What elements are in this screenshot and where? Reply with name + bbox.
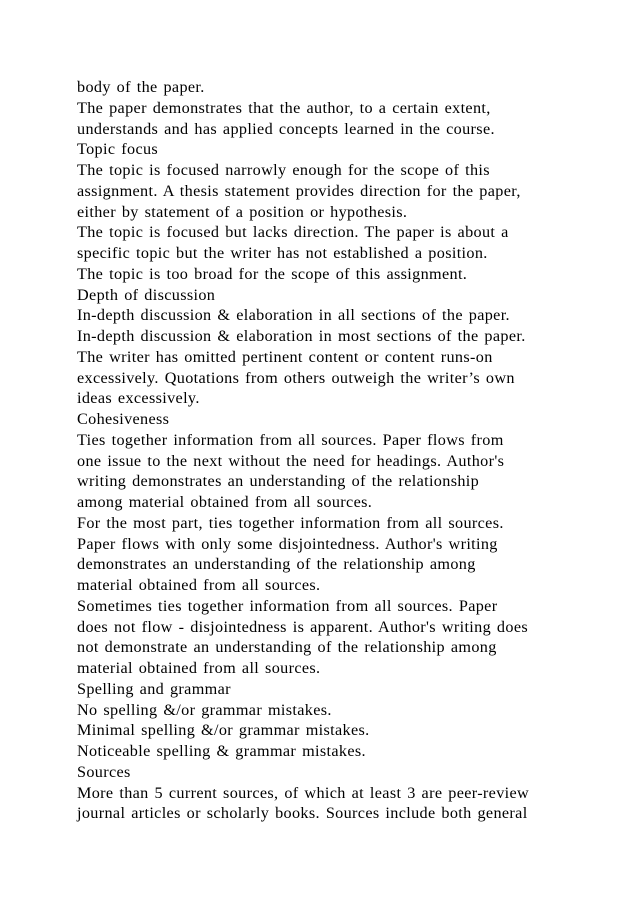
text-line: one issue to the next without the need for headings. Author's bbox=[77, 451, 505, 470]
text-line: material obtained from all sources. bbox=[77, 659, 321, 677]
text-line: writing demonstrates an understanding of the relationship bbox=[77, 472, 480, 491]
text-line: For the most part, ties together information from all sources. bbox=[77, 513, 504, 532]
text-line: Paper flows with only some disjointedness. Author's writing bbox=[77, 534, 498, 553]
text-line: does not flow - disjointedness is apparent. Author's writing does bbox=[77, 617, 528, 636]
text-line: among material obtained from all sources. bbox=[77, 493, 373, 511]
text-line: Minimal spelling &/or grammar mistakes. bbox=[77, 721, 370, 740]
text-line: understands and has applied concepts learned in the course. bbox=[77, 119, 495, 138]
text-line: either by statement of a position or hypothesis. bbox=[77, 202, 408, 221]
text-line: ideas excessively. bbox=[77, 389, 200, 408]
text-line: assignment. A thesis statement provides direction for the paper, bbox=[77, 181, 521, 200]
text-line: not demonstrate an understanding of the relationship among bbox=[77, 638, 497, 657]
text-line: The writer has omitted pertinent content or content runs-on bbox=[77, 347, 493, 366]
section-heading-topic-focus: Topic focus bbox=[77, 140, 159, 159]
text-line: The paper demonstrates that the author, to a certain extent, bbox=[77, 98, 491, 117]
text-line: body of the paper. bbox=[77, 78, 205, 96]
text-line: material obtained from all sources. bbox=[77, 576, 321, 594]
text-line: The topic is too broad for the scope of this assignment. bbox=[77, 264, 468, 283]
section-heading-cohesiveness: Cohesiveness bbox=[77, 410, 170, 428]
document-text bbox=[77, 77, 597, 824]
text-line: specific topic but the writer has not established a position. bbox=[77, 244, 488, 262]
text-line: No spelling &/or grammar mistakes. bbox=[77, 700, 332, 719]
section-heading-sources: Sources bbox=[77, 762, 131, 781]
text-line: Ties together information from all sources. Paper flows from bbox=[77, 430, 504, 449]
text-line: journal articles or scholarly books. Sources include both general bbox=[77, 804, 528, 823]
text-line: Noticeable spelling & grammar mistakes. bbox=[77, 742, 366, 760]
text-line: Sometimes ties together information from all sources. Paper bbox=[77, 596, 498, 615]
text-line: In-depth discussion & elaboration in all sections of the paper. bbox=[77, 306, 510, 325]
text-line: More than 5 current sources, of which at least 3 are peer-review bbox=[77, 783, 530, 802]
text-line: In-depth discussion & elaboration in most sections of the paper. bbox=[77, 327, 526, 345]
section-heading-depth-of-discussion: Depth of discussion bbox=[77, 285, 216, 304]
text-line: excessively. Quotations from others outweigh the writer’s own bbox=[77, 368, 515, 387]
text-line: The topic is focused but lacks direction. The paper is about a bbox=[77, 223, 509, 242]
text-line: demonstrates an understanding of the relationship among bbox=[77, 555, 476, 574]
section-heading-spelling-and-grammar: Spelling and grammar bbox=[77, 679, 231, 698]
text-line: The topic is focused narrowly enough for the scope of this bbox=[77, 161, 490, 179]
